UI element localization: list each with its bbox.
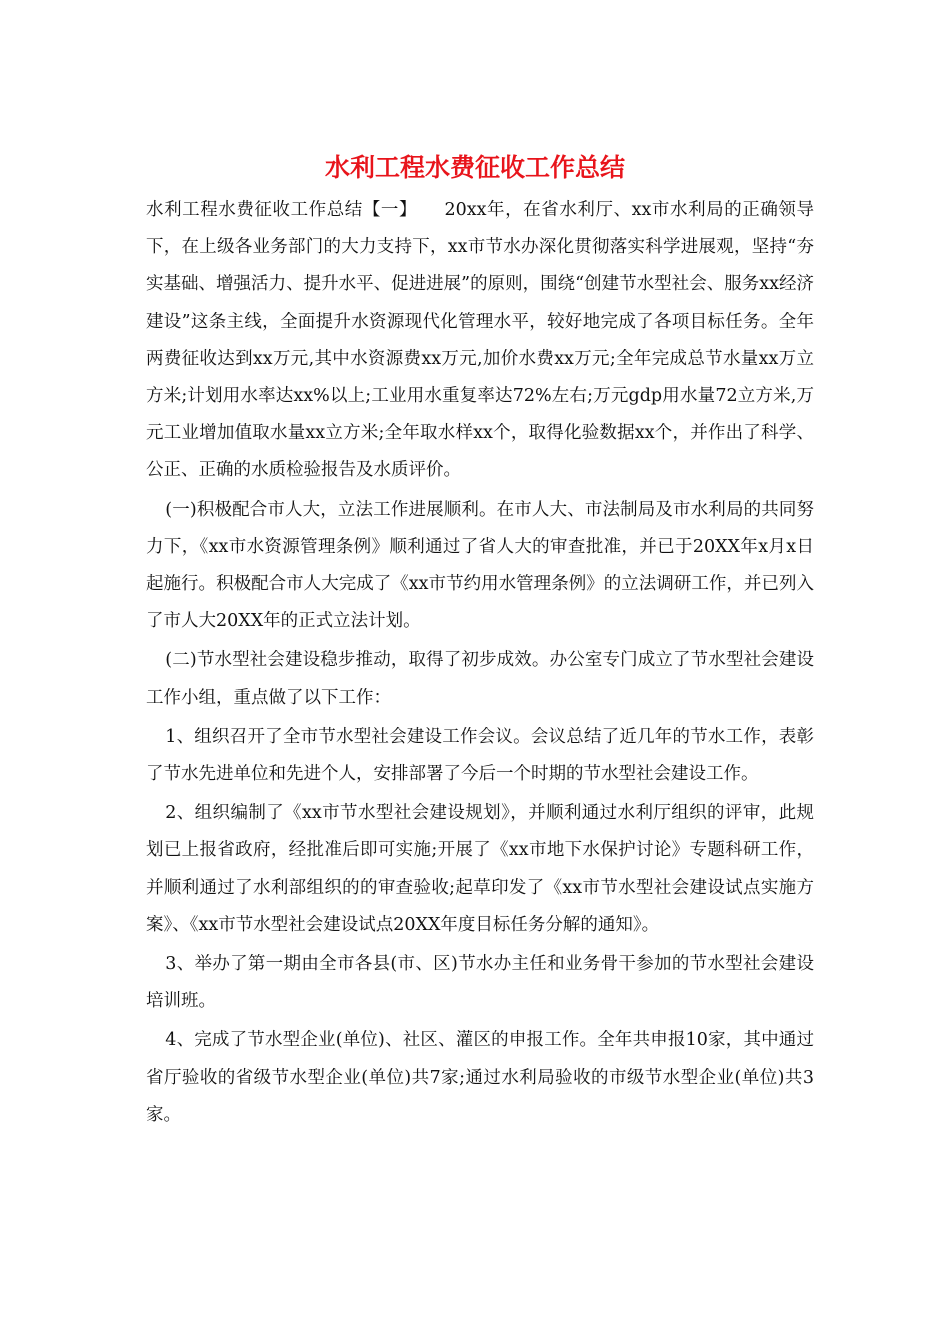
document-body: [146, 192, 814, 1134]
paragraph-section-1: (一)积极配合市人大，立法工作进展顺利。在市人大、市法制局及市水利局的共同努力下，《xx市水资源管理条例》顺利通过了省人大的审查批准，并已于20XX年x月x日起施行。积极配合市人大完成了《xx市节约用水管理条例》的立法调研工作，并已列入了市人大20XX年的正式立法计划。: [146, 499, 814, 632]
paragraph-intro: 水利工程水费征收工作总结【一】 20xx年，在省水利厅、xx市水利局的正确领导下，在上级各业务部门的大力支持下，xx市节水办深化贯彻落实科学进展观，坚持“夯实基础、增强活力、提升水平、促进进展”的原则，围绕“创建节水型社会、服务xx经济建设”这条主线，全面提升水资源现代化管理水平，较好地完成了各项目标任务。全年两费征收达到xx万元,其中水资源费xx万元,加价水费xx万元;全年完成总节水量xx万立方米;计划用水率达xx%以上;工业用水重复率达72%左右;万元gdp用水量72立方米,万元工业增加值取水量xx立方米;全年取水样xx个，取得化验数据xx个，并作出了科学、公正、正确的水质检验报告及水质评价。: [146, 200, 814, 481]
paragraph-item-1: 1、组织召开了全市节水型社会建设工作会议。会议总结了近几年的节水工作，表彰了节水先进单位和先进个人，安排部署了今后一个时期的节水型社会建设工作。: [146, 726, 814, 785]
paragraph-item-2: 2、组织编制了《xx市节水型社会建设规划》，并顺利通过水利厅组织的评审，此规划已上报省政府，经批准后即可实施;开展了《xx市地下水保护讨论》专题科研工作，并顺利通过了水利部组织的的审查验收;起草印发了《xx市节水型社会建设试点实施方案》、《xx市节水型社会建设试点20XX年度目标任务分解的通知》。: [146, 803, 814, 935]
document-title: 水利工程水费征收工作总结: [324, 153, 625, 182]
paragraph-item-3: 3、举办了第一期由全市各县(市、区)节水办主任和业务骨干参加的节水型社会建设培训班。: [146, 954, 814, 1012]
paragraph-section-2: (二)节水型社会建设稳步推动，取得了初步成效。办公室专门成立了节水型社会建设工作小组，重点做了以下工作：: [146, 650, 814, 708]
paragraph-item-4: 4、完成了节水型企业(单位)、社区、灌区的申报工作。全年共申报10家，其中通过省厅验收的省级节水型企业(单位)共7家;通过水利局验收的市级节水型企业(单位)共3家。: [146, 1030, 814, 1125]
